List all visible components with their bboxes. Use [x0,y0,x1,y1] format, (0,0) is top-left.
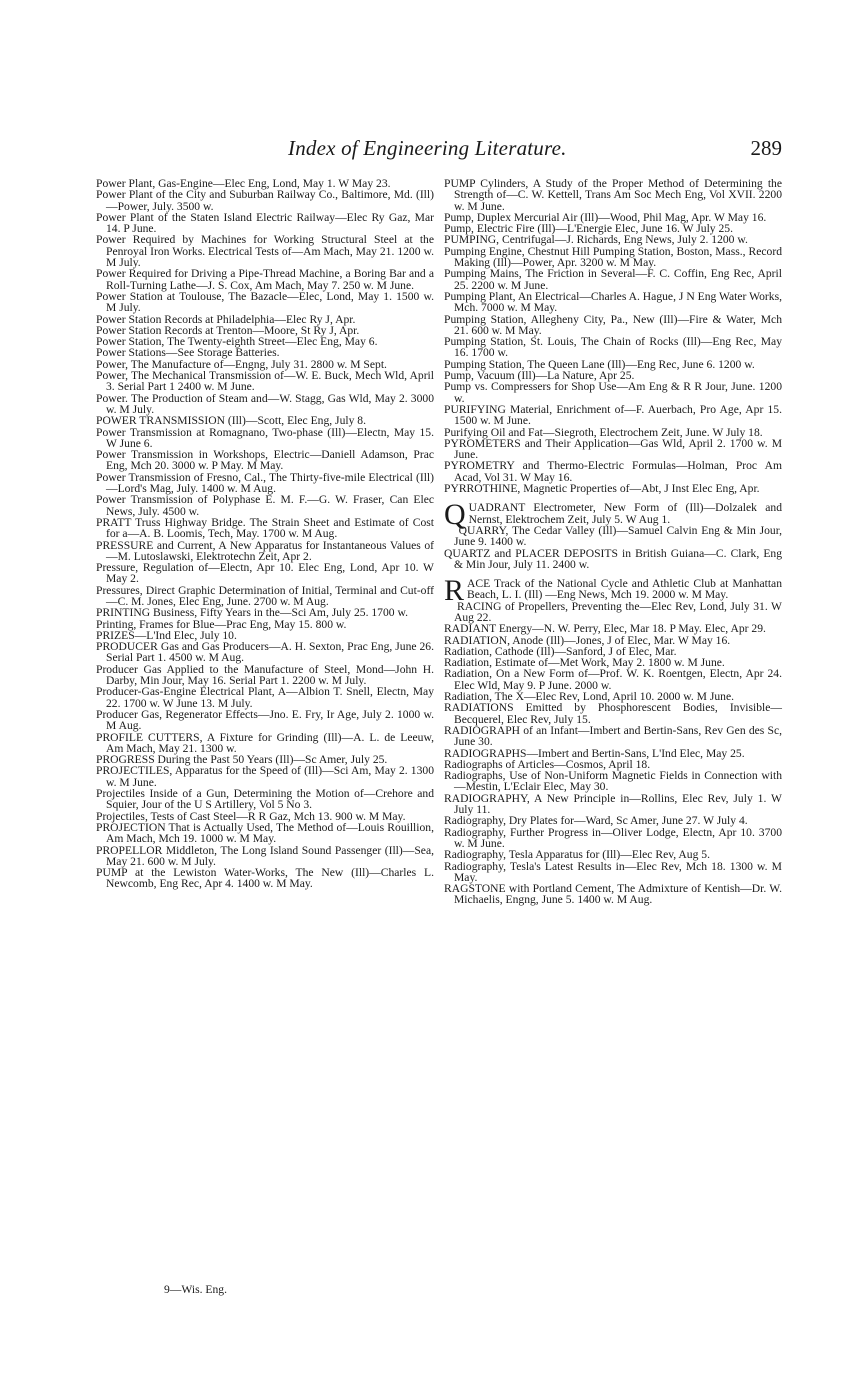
index-entry: POWER TRANSMISSION (Ill)—Scott, Elec Eng, July 8. [96,414,366,428]
index-entry: PUMP Cylinders, A Study of the Proper Method of Determining the Strength of—C. W. Kettell, Trans Am Soc Mech Eng, Vol XVII. 2200 w. M June. [444,177,782,213]
drop-cap-r: R [444,574,465,608]
drop-cap-q: Q [444,498,466,532]
index-entry: PROFILE CUTTERS, A Fixture for Grinding (Ill)—A. L. de Leeuw, Am Mach, May 21. 1300 w. [96,730,434,755]
page-header [96,136,782,164]
index-entry: RAGSTONE with Portland Cement, The Admixture of Kentish—Dr. W. Michaelis, Engng, June 5. 1400 w. M Aug. [444,882,782,907]
index-entry: Power Transmission of Polyphase E. M. F.—G. W. Fraser, Can Elec News, July. 4500 w. [96,493,434,518]
index-entry: PROGRESS During the Past 50 Years (Ill)—Sc Amer, July 25. [96,753,388,767]
index-entry: PYROMETERS and Their Application—Gas Wld, April 2. 1700 w. M June. [444,436,782,462]
index-entry: Pumping Station, Allegheny City, Pa., New (Ill)—Fire & Water, Mch 21. 600 w. M May. [444,312,782,337]
index-entry: PRINTING Business, Fifty Years in the—Sci Am, July 25. 1700 w. [96,606,408,620]
index-entry: Power. The Production of Steam and—W. Stagg, Gas Wld, May 2. 3000 w. M July. [96,391,434,416]
index-entry: PYRROTHINE, Magnetic Properties of—Abt, J Inst Elec Eng, Apr. [444,482,760,496]
index-entry: Pumping Plant, An Electrical—Charles A. Hague, J N Eng Water Works, Mch. 7000 w. M May. [444,289,782,315]
index-entry: Producer-Gas-Engine Electrical Plant, A—Albion T. Snell, Electn, May 22. 1700 w. W June 13. M July. [96,685,434,710]
signature-mark: 9—Wis. Eng. [164,1283,227,1296]
index-entry: Power Plant, Gas-Engine—Elec Eng, Lond, May 1. W May 23. [96,177,391,190]
index-entry: Pump, Vacuum (Ill)—La Nature, Apr 25. [444,369,635,383]
index-entry: PRODUCER Gas and Gas Producers—A. H. Sexton, Prac Eng, June 26. Serial Part 1. 4500 w. M Aug. [96,640,434,665]
index-entry: Power Stations—See Storage Batteries. [96,346,280,360]
index-entry: Radiography, Tesla's Latest Results in—Elec Rev, Mch 18. 1300 w. M May. [444,859,782,884]
index-entry: PRATT Truss Highway Bridge. The Strain Sheet and Estimate of Cost for a—A. B. Loomis, Tech, May. 1700 w. M Aug. [96,515,434,541]
index-entry: Pump, Duplex Mercurial Air (Ill)—Wood, Phil Mag, Apr. W May 16. [444,210,767,224]
index-entry: Pumping Station, The Queen Lane (Ill)—Eng Rec, June 6. 1200 w. [444,357,755,371]
index-entry-q-heading: QUADRANT Electrometer, New Form of (Ill)—Dolzalek and Nernst, Elektrochem Zeit, July 5. W Aug 1. [444,498,782,532]
left-column [96,178,434,890]
index-entry: QUARRY, The Cedar Valley (Ill)—Samuel Calvin Eng & Min Jour, June 9. 1400 w. [454,523,782,549]
index-entry-r-heading: RACE Track of the National Cycle and Athletic Club at Manhattan Beach, L. I. (Ill) —Eng News, Mch 19. 2000 w. M May. [444,574,782,608]
index-entry: PYROMETRY and Thermo-Electric Formulas—Holman, Proc Am Acad, Vol 31. W May 16. [444,459,782,484]
index-entry: Radiation, On a New Form of—Prof. W. K. Roentgen, Electn, Apr 24. Elec Wld, May 9. P June. 2000 w. [444,667,782,692]
index-entry: PRIZES—L'Ind Elec, July 10. [96,628,237,642]
index-entry: Radiography, Further Progress in—Oliver Lodge, Electn, Apr 10. 3700 w. M June. [444,825,782,850]
index-entry: Power Required for Driving a Pipe-Thread Machine, a Boring Bar and a Roll-Turning Lathe—J. S. Cox, Am Mach, May 7. 250 w. M June. [96,267,434,292]
index-entry: Power Transmission at Romagnano, Two-phase (Ill)—Electn, May 15. W June 6. [96,425,434,450]
index-entry: PUMP at the Lewiston Water-Works, The New (Ill)—Charles L. Newcomb, Eng Rec, Apr 4. 1400 w. M May. [96,866,434,891]
index-entry: Power Transmission in Workshops, Electric—Daniell Adamson, Prac Eng, Mch 20. 3000 w. P May. M May. [96,448,434,473]
index-entry: Power Station Records at Trenton—Moore, St Ry J, Apr. [96,323,360,337]
index-entry: Pumping Mains, The Friction in Several—F. C. Coffin, Eng Rec, April 25. 2200 w. M June. [444,267,782,292]
index-entry: PROJECTION That is Actually Used, The Method of—Louis Rouillion, Am Mach, Mch 19. 1000 w. M May. [96,820,434,846]
running-title: Index of Engineering Literature. [288,136,567,160]
index-entry: Pressure, Regulation of—Electn, Apr 10. Elec Eng, Lond, Apr 10. W May 2. [96,561,434,586]
index-entry: PROJECTILES, Apparatus for the Speed of (Ill)—Sci Am, May 2. 1300 w. M June. [96,764,434,789]
index-entry: Projectiles, Tests of Cast Steel—R R Gaz, Mch 13. 900 w. M May. [96,809,406,823]
index-entry: Projectiles Inside of a Gun, Determining the Motion of—Crehore and Squier, Jour of the U S Artillery, Vol 5 No 3. [96,787,434,812]
index-entry: Radiography, Dry Plates for—Ward, Sc Amer, June 27. W July 4. [444,814,748,828]
index-entry: Purifying Oil and Fat—Siegroth, Electrochem Zeit, June. W July 18. [444,425,763,439]
index-entry: Power Station at Toulouse, The Bazacle—Elec, Lond, May 1. 1500 w. M July. [96,289,434,315]
index-entry: Pressures, Direct Graphic Determination of Initial, Terminal and Cut-off—C. M. Jones, Elec Eng, June. 2700 w. M Aug. [96,583,434,608]
index-entry: Producer Gas Applied to the Manufacture of Steel, Mond—John H. Darby, Min Jour, May 16. Serial Part 1. 2200 w. M July. [96,662,434,688]
index-entry: RADIATION, Anode (Ill)—Jones, J of Elec, Mar. W May 16. [444,633,731,647]
index-entry: Producer Gas, Regenerator Effects—Jno. E. Fry, Ir Age, July 2. 1000 w. M Aug. [96,707,434,733]
index-entry: RADIOGRAPH of an Infant—Imbert and Bertin-Sans, Rev Gen des Sc, June 30. [444,723,782,749]
index-entry: Radiographs, Use of Non-Uniform Magnetic Fields in Connection with—Mestin, L'Eclair Elec, May 30. [444,769,782,794]
index-entry: RADIOGRAPHY, A New Principle in—Rollins, Elec Rev, July 1. W July 11. [444,791,782,817]
index-entry: Pumping Engine, Chestnut Hill Pumping Station, Boston, Mass., Record Making (Ill)—Power, Apr. 3200 w. M May. [444,244,782,270]
index-entry: Pump vs. Compressers for Shop Use—Am Eng & R R Jour, June. 1200 w. [444,380,782,405]
index-entry: Power Station Records at Philadelphia—Elec Ry J, Apr. [96,312,356,326]
index-entry: Power Transmission of Fresno, Cal., The Thirty-five-mile Electrical (Ill)—Lord's Mag, July. 1400 w. M Aug. [96,470,434,496]
index-entry: Power, The Mechanical Transmission of—W. E. Buck, Mech Wld, April 3. Serial Part 1 2400 w. M June. [96,369,434,394]
index-entry: Power Plant of the Staten Island Electric Railway—Elec Ry Gaz, Mar 14. P June. [96,210,434,236]
index-entry: Power, The Manufacture of—Engng, July 31. 2800 w. M Sept. [96,357,387,371]
index-entry: Power Station, The Twenty-eighth Street—Elec Eng, May 6. [96,335,378,349]
index-entry: Radiography, Tesla Apparatus for (Ill)—Elec Rev, Aug 5. [444,848,710,862]
right-column [444,178,782,906]
index-entry: Radiation, The X—Elec Rev, Lond, April 10. 2000 w. M June. [444,690,735,704]
index-entry: RADIANT Energy—N. W. Perry, Elec, Mar 18. P May. Elec, Apr 29. [444,622,766,636]
index-entry: Radiation, Estimate of—Met Work, May 2. 1800 w. M June. [444,656,725,670]
index-entry: RADIATIONS Emitted by Phosphorescent Bodies, Invisible—Becquerel, Elec Rev, July 15. [444,701,782,726]
index-entry: PRESSURE and Current, A New Apparatus for Instantaneous Values of—M. Lutoslawski, Elektrotechn Zeit, Apr 2. [96,538,434,563]
index-entry: PURIFYING Material, Enrichment of—F. Auerbach, Pro Age, Apr 15. 1500 w. M June. [444,402,782,428]
index-entry: Pump, Electric Fire (Ill)—L'Energie Elec, June 16. W July 25. [444,222,733,236]
index-entry: QUARTZ and PLACER DEPOSITS in British Guiana—C. Clark, Eng & Min Jour, July 11. 2400 w. [444,546,782,571]
index-entry: Power Plant of the City and Suburban Railway Co., Baltimore, Md. (Ill)—Power, July. 3500 w. [96,188,434,213]
index-entry: RADIOGRAPHS—Imbert and Bertin-Sans, L'Ind Elec, May 25. [444,746,745,760]
index-entry: Radiation, Cathode (Ill)—Sanford, J of Elec, Mar. [444,644,677,658]
index-entry: Printing, Frames for Blue—Prac Eng, May 15. 800 w. [96,617,347,631]
index-entry: Pumping Station, St. Louis, The Chain of Rocks (Ill)—Eng Rec, May 16. 1700 w. [444,335,782,360]
index-entry: PUMPING, Centrifugal—J. Richards, Eng News, July 2. 1200 w. [444,233,748,247]
page-number: 289 [750,136,782,160]
index-entry: Radiographs of Articles—Cosmos, April 18. [444,757,651,771]
index-entry: RACING of Propellers, Preventing the—Elec Rev, Lond, July 31. W Aug 22. [454,599,782,624]
index-entry: Power Required by Machines for Working Structural Steel at the Penroyal Iron Works. Electrical Tests of—Am Mach, May 21. 1200 w. M July. [96,233,434,270]
index-entry: PROPELLOR Middleton, The Long Island Sound Passenger (Ill)—Sea, May 21. 600 w. M July. [96,843,434,868]
